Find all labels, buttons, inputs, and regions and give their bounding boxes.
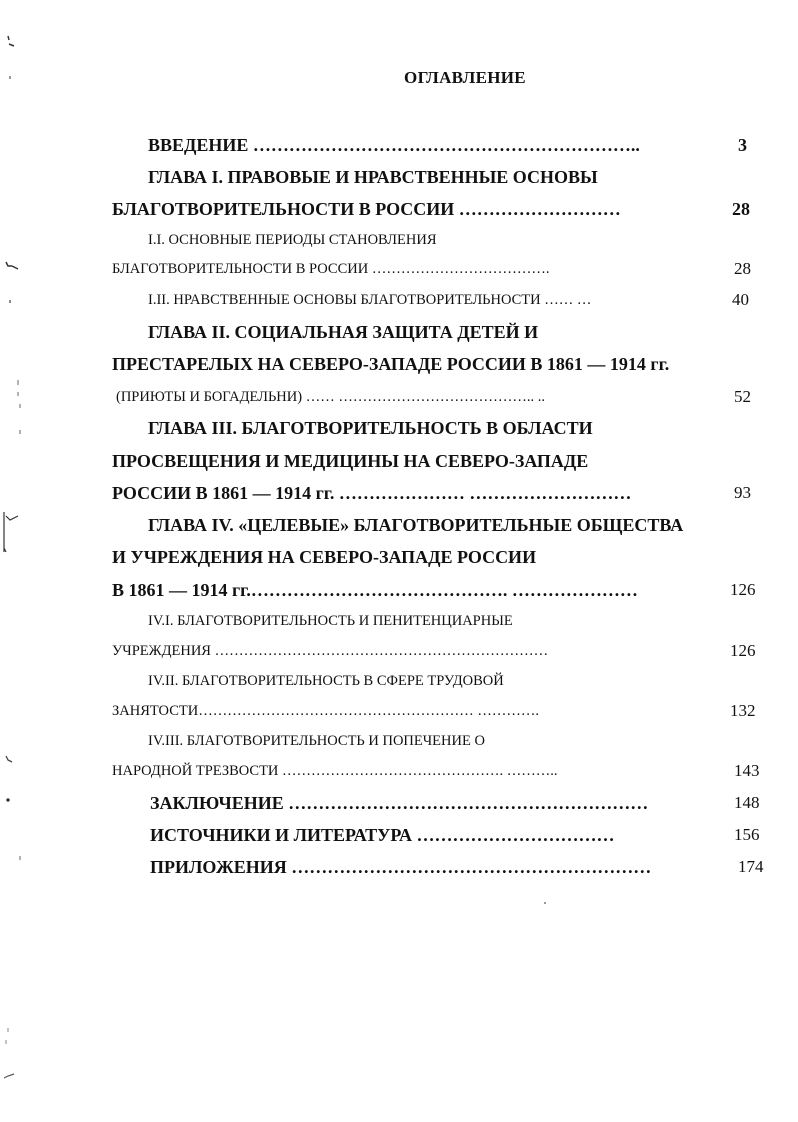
- toc-page-number: 93: [734, 483, 751, 502]
- toc-entry-text: И УЧРЕЖДЕНИЯ НА СЕВЕРО-ЗАПАДЕ РОССИИ: [112, 547, 537, 567]
- toc-entry-text: ПРОСВЕЩЕНИЯ И МЕДИЦИНЫ НА СЕВЕРО-ЗАПАДЕ: [112, 451, 589, 471]
- toc-page-number: 126: [730, 580, 756, 599]
- toc-page-number: 174: [738, 857, 764, 876]
- toc-entry-text: РОССИИ В 1861 — 1914 гг. ………………… ………………………: [112, 483, 632, 503]
- toc-page-number: 126: [730, 641, 756, 660]
- toc-page-number: 148: [734, 793, 760, 812]
- margin-specks: [0, 0, 40, 1122]
- toc-entry-text: ЗАНЯТОСТИ………………………………………………… ………….: [112, 703, 539, 719]
- toc-entry-text: ГЛАВА III. БЛАГОТВОРИТЕЛЬНОСТЬ В ОБЛАСТИ: [148, 418, 593, 438]
- toc-entry-text: ГЛАВА IV. «ЦЕЛЕВЫЕ» БЛАГОТВОРИТЕЛЬНЫЕ ОБЩЕСТВА: [148, 515, 684, 535]
- toc-page-number: 28: [734, 259, 751, 278]
- speck: [535, 895, 555, 915]
- toc-entry-text: ИСТОЧНИКИ И ЛИТЕРАТУРА ……………………………: [150, 825, 615, 845]
- toc-entry-text: УЧРЕЖДЕНИЯ ……………………………………………………………: [112, 643, 549, 659]
- toc-page-number: 40: [732, 290, 749, 309]
- toc-entry-text: ГЛАВА II. СОЦИАЛЬНАЯ ЗАЩИТА ДЕТЕЙ И: [148, 322, 539, 342]
- toc-page-number: 132: [730, 701, 756, 720]
- toc-entry-text: ПРЕСТАРЕЛЫХ НА СЕВЕРО-ЗАПАДЕ РОССИИ В 1861 — 1914 гг.: [112, 354, 670, 374]
- toc-page-number: 52: [734, 387, 751, 406]
- toc-entry-text: IV.III. БЛАГОТВОРИТЕЛЬНОСТЬ И ПОПЕЧЕНИЕ О: [148, 733, 485, 749]
- toc-entry-text: I.II. НРАВСТВЕННЫЕ ОСНОВЫ БЛАГОТВОРИТЕЛЬНОСТИ …… …: [148, 292, 592, 308]
- toc-page-number: 143: [734, 761, 760, 780]
- toc-entry-text: БЛАГОТВОРИТЕЛЬНОСТИ В РОССИИ ……………………………….: [112, 261, 550, 277]
- toc-page-number: 156: [734, 825, 760, 844]
- toc-entry-text: ГЛАВА I. ПРАВОВЫЕ И НРАВСТВЕННЫЕ ОСНОВЫ: [148, 167, 598, 187]
- toc-entry-text: IV.II. БЛАГОТВОРИТЕЛЬНОСТЬ В СФЕРЕ ТРУДОВОЙ: [148, 673, 504, 689]
- toc-entry-text: IV.I. БЛАГОТВОРИТЕЛЬНОСТЬ И ПЕНИТЕНЦИАРНЫЕ: [148, 613, 513, 629]
- toc-entry-text: I.I. ОСНОВНЫЕ ПЕРИОДЫ СТАНОВЛЕНИЯ: [148, 232, 437, 248]
- page-title: ОГЛАВЛЕНИЕ: [404, 68, 526, 87]
- toc-entry-text: ВВЕДЕНИЕ ………………………………………………………..: [148, 135, 640, 155]
- toc-page-number: 3: [738, 135, 747, 155]
- toc-page-number: 28: [732, 199, 750, 219]
- toc-entry-text: НАРОДНОЙ ТРЕЗВОСТИ ………………………………………. ………..: [112, 763, 558, 779]
- toc-entry-text: (ПРИЮТЫ И БОГАДЕЛЬНИ) …… ………………………………….. ..: [116, 389, 545, 405]
- toc-entry-text: ПРИЛОЖЕНИЯ ……………………………………………………: [150, 857, 652, 877]
- toc-entry-text: БЛАГОТВОРИТЕЛЬНОСТИ В РОССИИ ………………………: [112, 199, 621, 219]
- toc-entry-text: ЗАКЛЮЧЕНИЕ ……………………………………………………: [150, 793, 649, 813]
- toc-entry-text: В 1861 — 1914 гг.……………………………………. …………………: [112, 580, 638, 600]
